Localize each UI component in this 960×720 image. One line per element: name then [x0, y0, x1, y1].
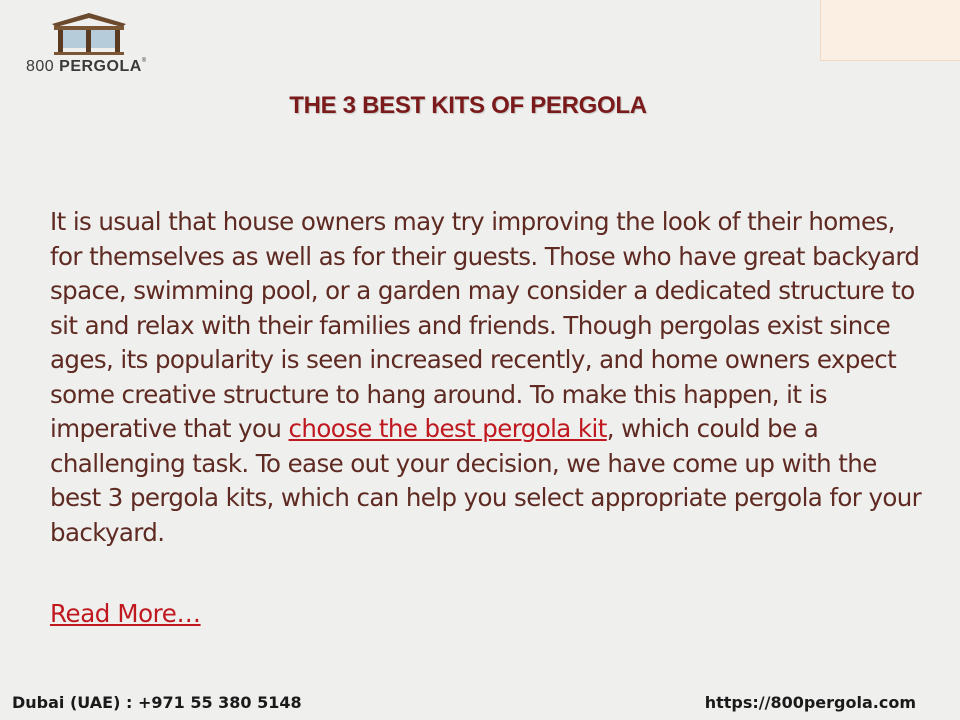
- logo-brand-name: PERGOLA: [59, 58, 142, 75]
- pergola-icon: [46, 10, 132, 56]
- logo[interactable]: [22, 8, 154, 78]
- footer-contact: Dubai (UAE) : +971 55 380 5148: [12, 693, 302, 712]
- footer-website[interactable]: https://800pergola.com: [704, 693, 916, 712]
- choose-pergola-kit-link[interactable]: choose the best pergola kit: [288, 414, 607, 443]
- paragraph-text-end: , which could be a challenging task. To ease out your decision, we have come up with the best 3 pergola kits, which can help you select appropriate pergola for your backyard.: [50, 414, 922, 547]
- logo-text: 800 PERGOLA®: [26, 58, 147, 75]
- page-title: THE 3 BEST KITS OF PERGOLA: [289, 92, 647, 119]
- read-more-link[interactable]: Read More…: [50, 599, 201, 628]
- corner-decoration: [820, 0, 960, 61]
- article-paragraph: [50, 205, 930, 550]
- logo-number: 800: [26, 58, 55, 75]
- paragraph-text-start: It is usual that house owners may try improving the look of their homes, for themselves as well as for their guests. Those who have great backyard space, swimming pool, or a garden may consider a dedicated structure to sit and relax with their families and friends. Though pergolas exist since ages, its popularity is seen increased recently, and home owners expect some creative structure to hang around. To make this happen, it is imperative that you: [50, 207, 920, 443]
